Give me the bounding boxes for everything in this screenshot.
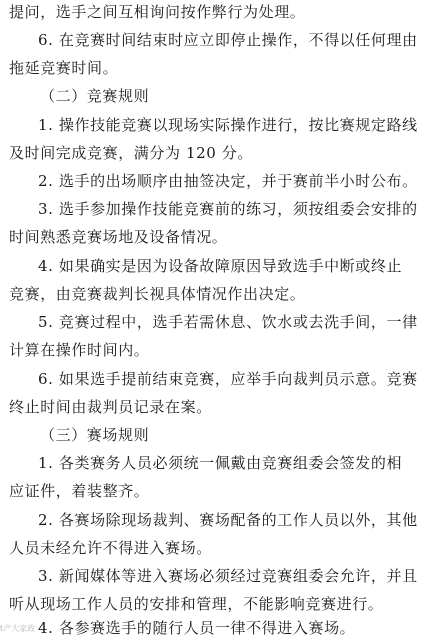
- text-line: 提问，选手之间互相询问按作弊行为处理。: [9, 3, 306, 21]
- text-line: 4. 各参赛选手的随行人员一律不得进入赛场。: [38, 619, 356, 637]
- text-line: 6. 如果选手提前结束竞赛，应举手向裁判员示意。竞赛: [38, 370, 418, 388]
- text-line: 3. 新闻媒体等进入赛场必须经过竞赛组委会允许，并且: [38, 567, 418, 585]
- text-line: 1. 各类赛务人员必须统一佩戴由竞赛组委会签发的相: [38, 454, 403, 472]
- text-line: 及时间完成竞赛，满分为 120 分。: [9, 144, 253, 162]
- text-line: 2. 各赛场除现场裁判、赛场配备的工作人员以外，其他: [38, 511, 418, 529]
- text-line: 时间熟悉竞赛场地及设备情况。: [9, 228, 228, 246]
- text-line: 1. 操作技能竞赛以现场实际操作进行，按比赛规定路线: [38, 116, 418, 134]
- text-line: 应证件，着装整齐。: [9, 482, 150, 500]
- text-line: 3. 选手参加操作技能竞赛前的练习，须按组委会安排的: [38, 200, 418, 218]
- text-line: 终止时间由裁判员记录在案。: [9, 398, 212, 416]
- watermark-text: t产大家政: [0, 624, 36, 633]
- section-heading: （三）赛场规则: [40, 426, 150, 444]
- section-heading: （二）竞赛规则: [40, 87, 150, 105]
- text-line: 人员未经允许不得进入赛场。: [9, 539, 212, 557]
- text-line: 计算在操作时间内。: [9, 341, 150, 359]
- text-line: 2. 选手的出场顺序由抽签决定，并于赛前半小时公布。: [38, 172, 418, 190]
- text-line: 4. 如果确实是因为设备故障原因导致选手中断或终止: [38, 257, 403, 275]
- text-line: 6. 在竞赛时间结束时应立即停止操作，不得以任何理由: [38, 31, 418, 49]
- text-line: 5. 竞赛过程中，选手若需休息、饮水或去洗手间，一律: [38, 313, 418, 331]
- text-line: 竞赛，由竞赛裁判长视具体情况作出决定。: [9, 285, 306, 303]
- text-line: 听从现场工作人员的安排和管理，不能影响竞赛进行。: [9, 595, 384, 613]
- text-line: 拖延竞赛时间。: [9, 59, 119, 77]
